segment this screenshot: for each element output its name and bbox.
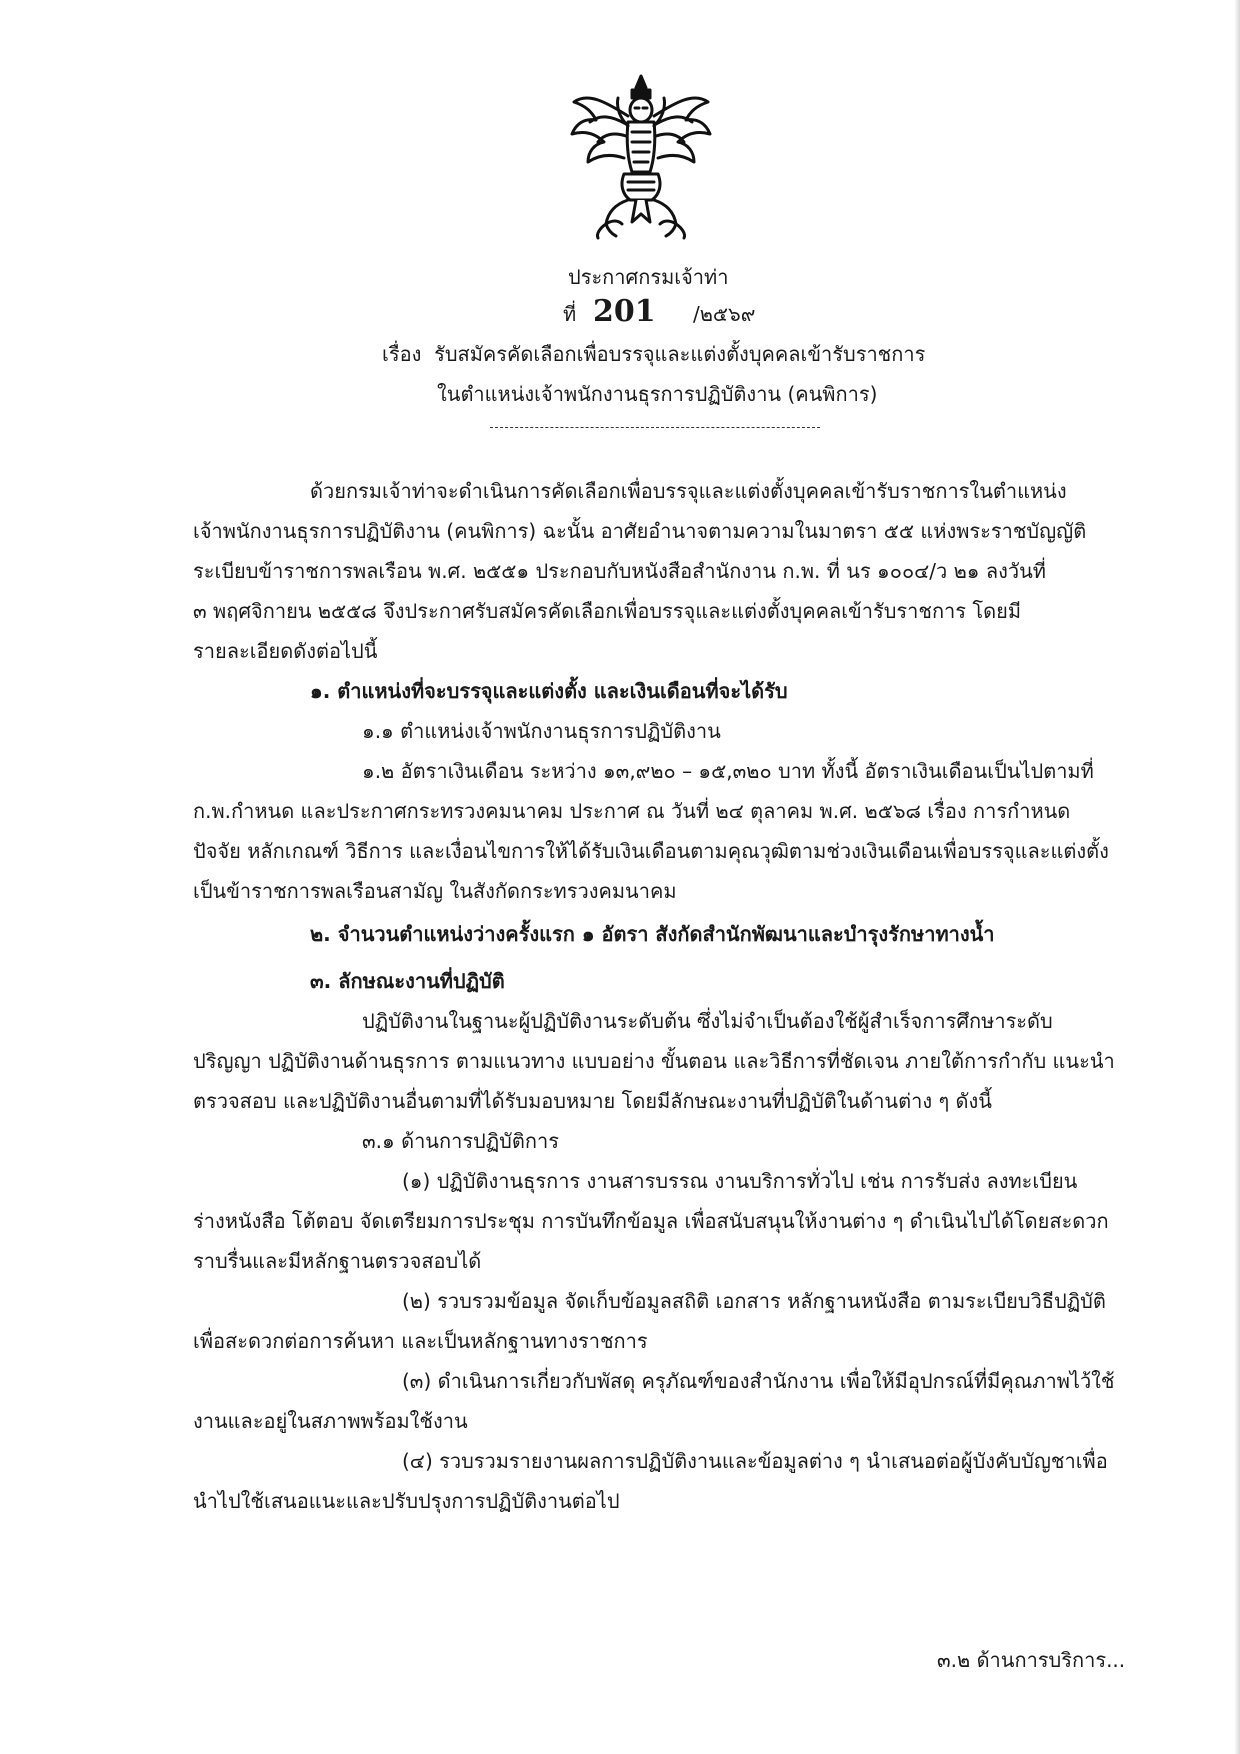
subject-line-2: ในตำแหน่งเจ้าพนักงานธุรการปฏิบัติงาน (คนพิการ): [437, 382, 878, 406]
intro-line: ๓ พฤศจิกายน ๒๕๕๘ จึงประกาศรับสมัครคัดเลือกเพื่อบรรจุและแต่งตั้งบุคคลเข้ารับราชการ โดยมี: [193, 599, 1022, 623]
duty-item-2-line: เพื่อสะดวกต่อการค้นหา และเป็นหลักฐานทางราชการ: [193, 1329, 648, 1353]
duty-item-3-line: งานและอยู่ในสภาพพร้อมใช้งาน: [193, 1409, 468, 1433]
subject-text-1: รับสมัครคัดเลือกเพื่อบรรจุและแต่งตั้งบุคคลเข้ารับราชการ: [434, 342, 926, 366]
duty-item-1-line: ร่างหนังสือ โต้ตอบ จัดเตรียมการประชุม การบันทึกข้อมูล เพื่อสนับสนุนให้งานต่าง ๆ ดำเนินไปได้โดยสะดวก: [193, 1209, 1109, 1233]
section-3-intro-line: ตรวจสอบ และปฏิบัติงานอื่นตามที่ได้รับมอบหมาย โดยมีลักษณะงานที่ปฏิบัติในด้านต่าง ๆ ดังนี้: [193, 1089, 992, 1113]
number-year: /๒๕๖๙: [693, 302, 756, 326]
item-1-1: ๑.๑ ตำแหน่งเจ้าพนักงานธุรการปฏิบัติงาน: [362, 719, 721, 743]
duty-item-4-line: นำไปใช้เสนอแนะและปรับปรุงการปฏิบัติงานต่อไป: [193, 1489, 620, 1513]
section-3-intro-line: ปฏิบัติงานในฐานะผู้ปฏิบัติงานระดับต้น ซึ่งไม่จำเป็นต้องใช้ผู้สำเร็จการศึกษาระดับ: [362, 1009, 1053, 1033]
scan-edge-shadow: [1234, 0, 1240, 1754]
header-divider: [490, 427, 820, 428]
item-1-2-line: เป็นข้าราชการพลเรือนสามัญ ในสังกัดกระทรวงคมนาคม: [193, 879, 677, 903]
garuda-emblem-icon: [566, 72, 716, 242]
intro-line: ระเบียบข้าราชการพลเรือน พ.ศ. ๒๕๕๑ ประกอบกับหนังสือสำนักงาน ก.พ. ที่ นร ๑๐๐๔/ว ๒๑ ลงวันที่: [193, 559, 1046, 583]
sub-3-1-heading: ๓.๑ ด้านการปฏิบัติการ: [362, 1129, 559, 1153]
page-continuation: ๓.๒ ด้านการบริการ...: [937, 1648, 1126, 1672]
number-prefix: ที่: [563, 302, 577, 326]
duty-item-1-line: ราบรื่นและมีหลักฐานตรวจสอบได้: [193, 1249, 482, 1273]
subject-label: เรื่อง: [382, 342, 422, 366]
intro-line: เจ้าพนักงานธุรการปฏิบัติงาน (คนพิการ) ฉะนั้น อาศัยอำนาจตามความในมาตรา ๕๕ แห่งพระราชบัญญัติ: [193, 519, 1087, 543]
intro-line: ด้วยกรมเจ้าท่าจะดำเนินการคัดเลือกเพื่อบรรจุและแต่งตั้งบุคคลเข้ารับราชการในตำแหน่ง: [310, 479, 1067, 503]
subject-line-1: [382, 342, 925, 366]
item-1-2-line: ปัจจัย หลักเกณฑ์ วิธีการ และเงื่อนไขการให้ได้รับเงินเดือนตามคุณวุฒิตามช่วงเงินเดือนเพื่อบรรจุและแต่งตั้ง: [193, 839, 1109, 863]
section-1-heading: ๑. ตำแหน่งที่จะบรรจุและแต่งตั้ง และเงินเดือนที่จะได้รับ: [310, 679, 788, 703]
section-3-heading: ๓. ลักษณะงานที่ปฏิบัติ: [310, 969, 505, 993]
item-1-2-line: ๑.๒ อัตราเงินเดือน ระหว่าง ๑๓,๙๒๐ – ๑๕,๓๒๐ บาท ทั้งนี้ อัตราเงินเดือนเป็นไปตามที่: [362, 759, 1094, 783]
item-1-2-line: ก.พ.กำหนด และประกาศกระทรวงคมนาคม ประกาศ ณ วันที่ ๒๔ ตุลาคม พ.ศ. ๒๕๖๘ เรื่อง การกำหนด: [193, 799, 1071, 823]
duty-item-1-line: (๑) ปฏิบัติงานธุรการ งานสารบรรณ งานบริการทั่วไป เช่น การรับส่ง ลงทะเบียน: [402, 1169, 1078, 1193]
duty-item-3-line: (๓) ดำเนินการเกี่ยวกับพัสดุ ครุภัณฑ์ของสำนักงาน เพื่อให้มีอุปกรณ์ที่มีคุณภาพไว้ใช้: [402, 1369, 1115, 1393]
number-value: 201: [593, 294, 656, 329]
announcement-title: ประกาศกรมเจ้าท่า: [568, 265, 729, 289]
intro-line: รายละเอียดดังต่อไปนี้: [193, 639, 378, 663]
duty-item-4-line: (๔) รวบรวมรายงานผลการปฏิบัติงานและข้อมูลต่าง ๆ นำเสนอต่อผู้บังคับบัญชาเพื่อ: [402, 1449, 1108, 1473]
duty-item-2-line: (๒) รวบรวมข้อมูล จัดเก็บข้อมูลสถิติ เอกสาร หลักฐานหนังสือ ตามระเบียบวิธีปฏิบัติ: [402, 1289, 1106, 1313]
section-2-heading: ๒. จำนวนตำแหน่งว่างครั้งแรก ๑ อัตรา สังกัดสำนักพัฒนาและบำรุงรักษาทางน้ำ: [310, 922, 995, 946]
section-3-intro-line: ปริญญา ปฏิบัติงานด้านธุรการ ตามแนวทาง แบบอย่าง ขั้นตอน และวิธีการที่ชัดเจน ภายใต้การกำกับ แนะนำ: [193, 1049, 1115, 1073]
